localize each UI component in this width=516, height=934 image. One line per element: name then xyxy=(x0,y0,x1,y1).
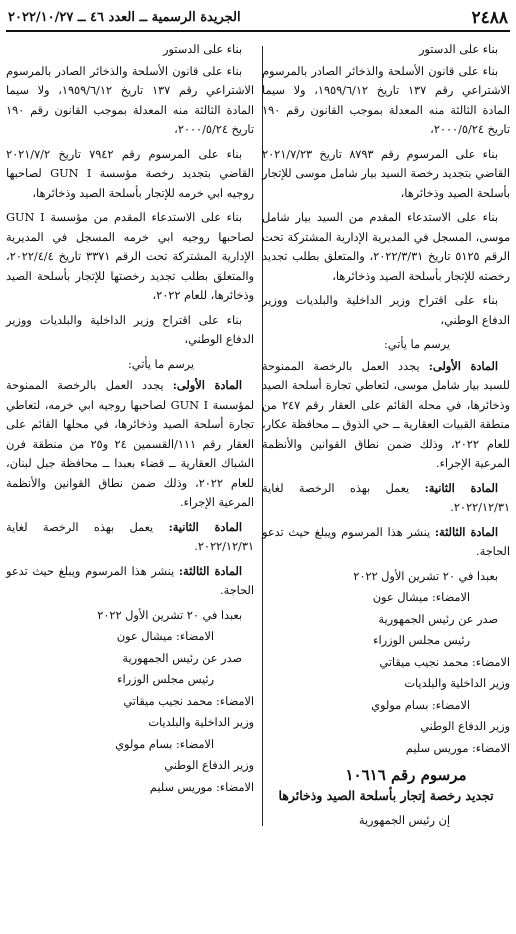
page-number: ٢٤٨٨ xyxy=(471,8,508,28)
article-1 xyxy=(262,357,510,474)
issued-by: صدر عن رئيس الجمهورية xyxy=(378,612,498,626)
basis-previous-decree: بناء على المرسوم رقم ٧٩٤٢ تاريخ ٢٠٢١/٧/٢ القاضي بتجديد رخصة مؤسسة GUN I لصاحبها روجيه ابي خرمه للإتجار بأسلحة الصيد وذخائرها، xyxy=(6,147,254,200)
issued-by: صدر عن رئيس الجمهورية xyxy=(122,651,242,665)
signature-president: الامضاء: ميشال عون xyxy=(372,591,470,604)
article-3-text: ينشر هذا المرسوم ويبلغ حيث تدعو الحاجة. xyxy=(6,564,254,597)
next-decree-title: مرسوم رقم ١٠٦١٦ xyxy=(345,766,467,784)
columns xyxy=(6,40,510,934)
next-decree-subject: تجديد رخصة إتجار بأسلحة الصيد وذخائرها xyxy=(278,787,494,803)
defense-minister-title: وزير الدفاع الوطني xyxy=(420,720,510,733)
decree-line: يرسم ما يأتي: xyxy=(384,338,450,351)
decree-line: يرسم ما يأتي: xyxy=(128,357,194,371)
article-1-text: يجدد العمل بالرخصة الممنوحة للسيد بيار شامل موسى، لتعاطي تجارة أسلحة الصيد وذخائرها، في محله القائم على العقار رقم ٢٤٧ من منطقة القبيات العقارية ــ حي الذوق ــ محافظة عكار، للعام ٢٠٢٢، وذلك ضمن نطاق القوانين والأنظمة المرعية الإجراء. xyxy=(262,359,510,470)
next-decree-president: إن رئيس الجمهورية xyxy=(358,814,450,827)
pm-title: رئيس مجلس الوزراء xyxy=(373,634,470,647)
article-3 xyxy=(262,523,510,562)
signature-defense: الامضاء: موريس سليم xyxy=(405,741,510,755)
basis-weapons-law: بناء على قانون الأسلحة والذخائر الصادر بالمرسوم الاشتراعي رقم ١٣٧ تاريخ ١٩٥٩/٦/١٢، ولا سيما المادة الثالثة منه المعدلة بموجب القانون رقم ١٩٠ تاريخ ٢٠٠٠/٥/٢٤، xyxy=(262,64,510,136)
date-line: بعبدا في ٢٠ تشرين الأول ٢٠٢٢ xyxy=(97,608,242,622)
basis-previous-decree: بناء على المرسوم رقم ٨٧٩٣ تاريخ ٢٠٢١/٧/٢٣ القاضي بتجديد رخصة السيد بيار شامل موسى للإتجار بأسلحة الصيد وذخائرها، xyxy=(262,147,510,200)
signature-defense: الامضاء: موريس سليم xyxy=(149,780,254,794)
article-2-label: المادة الثانية: xyxy=(168,519,242,534)
article-1-text: يجدد العمل بالرخصة الممنوحة لمؤسسة GUN I لصاحبها روجيه ابي خرمه، لتعاطي تجارة أسلحة الصيد وذخائرها، في محلها القائم على العقار رقم ١١١/القسمين ٢٤ و٢٥ من منطقة فرن الشباك العقارية ــ قضاء بعبدا ــ محافظة جبل لبنان، للعام ٢٠٢٢، وذلك ضمن نطاق القوانين والأنظمة المرعية الإجراء. xyxy=(6,379,255,509)
article-2-label: المادة الثانية: xyxy=(424,480,498,495)
article-3-label: المادة الثالثة: xyxy=(434,524,498,539)
article-1-label: المادة الأولى: xyxy=(172,378,242,392)
article-2-text: يعمل بهذه الرخصة لغاية ٢٠٢٢/١٢/٣١. xyxy=(6,520,254,553)
signature-interior: الامضاء: بسام مولوي xyxy=(115,737,214,751)
basis-weapons-law: بناء على قانون الأسلحة والذخائر الصادر بالمرسوم الاشتراعي رقم ١٣٧ تاريخ ١٩٥٩/٦/١٢، ولا سيما المادة الثالثة منه المعدلة بموجب القانون رقم ١٩٠ تاريخ ٢٠٠٠/٥/٢٤، xyxy=(6,64,254,136)
signature-pm: الامضاء: محمد نجيب ميقاتي xyxy=(379,655,510,669)
article-2-text: يعمل بهذه الرخصة لغاية ٢٠٢٢/١٢/٣١. xyxy=(262,481,510,514)
interior-minister-title: وزير الداخلية والبلديات xyxy=(148,716,254,729)
article-2 xyxy=(262,479,510,518)
date-line: بعبدا في ٢٠ تشرين الأول ٢٠٢٢ xyxy=(353,569,498,583)
article-1 xyxy=(6,376,254,513)
signature-president: الامضاء: ميشال عون xyxy=(116,630,214,643)
gazette-title: الجريدة الرسمية ــ العدد ٤٦ ــ ٢٠٢٢/١٠/٢٧ xyxy=(8,10,241,25)
article-1-label: المادة الأولى: xyxy=(428,358,498,373)
interior-minister-title: وزير الداخلية والبلديات xyxy=(404,677,510,690)
pm-title: رئيس مجلس الوزراء xyxy=(117,673,214,686)
signature-pm: الامضاء: محمد نجيب ميقاتي xyxy=(123,694,254,708)
defense-minister-title: وزير الدفاع الوطني xyxy=(164,759,254,772)
article-2 xyxy=(6,518,254,557)
basis-constitution: بناء على الدستور xyxy=(418,43,498,56)
signature-interior: الامضاء: بسام مولوي xyxy=(371,698,470,712)
left-column xyxy=(6,40,254,799)
article-3-label: المادة الثالثة: xyxy=(178,563,242,578)
basis-application: بناء على الاستدعاء المقدم من مؤسسة GUN I لصاحبها روجيه ابي خرمه المسجل في المديرية الإدارية المشتركة تحت الرقم ٣٣٧١ تاريخ ٢٠٢٢/٤/٤، والمتعلق بطلب تجديد رخصتها للإتجار بأسلحة الصيد وذخائرها، للعام ٢٠٢٢، xyxy=(6,211,254,302)
right-column xyxy=(262,40,510,831)
article-3 xyxy=(6,562,254,601)
basis-proposal: بناء على اقتراح وزير الداخلية والبلديات ووزير الدفاع الوطني، xyxy=(262,294,510,327)
basis-proposal: بناء على اقتراح وزير الداخلية والبلديات ووزير الدفاع الوطني، xyxy=(6,313,254,346)
article-3-text: ينشر هذا المرسوم ويبلغ حيث تدعو الحاجة. xyxy=(262,525,510,558)
basis-constitution: بناء على الدستور xyxy=(162,43,242,56)
basis-application: بناء على الاستدعاء المقدم من السيد بيار شامل موسى، المسجل في المديرية الإدارية المشتركة تحت الرقم ٥١٢٥ تاريخ ٢٠٢٢/٣/٣١، والمتعلق بطلب تجديد رخصته للإتجار بأسلحة الصيد وذخائرها، xyxy=(262,211,510,283)
page-header xyxy=(6,6,510,32)
